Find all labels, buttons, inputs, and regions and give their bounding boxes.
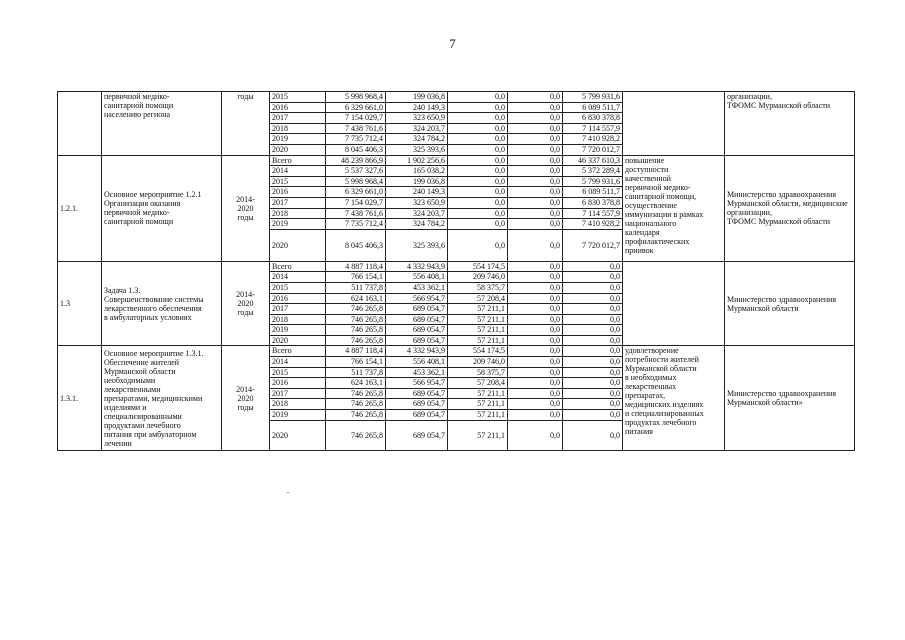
item-indicator: удовлетворение потребности жителей Мурманской области в необходимых лекарственных препаратах, медицинских изделиях и специализированных продуктах лечебного питания [623,346,725,450]
item-name: первичной медико- санитарной помощи населению региона [102,92,222,156]
amount-cell: 6 830 378,8 [563,113,623,124]
amount-cell: 511 737,8 [326,282,386,293]
year-cell: Всего [270,155,326,166]
table-row [58,155,855,166]
amount-cell: 689 054,7 [386,304,448,315]
item-executor: Министерство здравоохранения Мурманской области [725,261,855,346]
amount-cell: 57 211,1 [448,420,508,450]
amount-cell: 7 114 557,9 [563,123,623,134]
item-indicator [623,92,725,156]
amount-cell: 0,0 [508,346,563,357]
year-cell: 2014 [270,166,326,177]
amount-cell: 689 054,7 [386,388,448,399]
amount-cell: 7 438 761,6 [326,208,386,219]
item-executor: Министерство здравоохранения Мурманской области, медицинские организации, ТФОМС Мурманской области [725,155,855,261]
amount-cell: 0,0 [563,420,623,450]
amount-cell: 0,0 [448,155,508,166]
year-cell: 2019 [270,219,326,230]
amount-cell: 57 211,1 [448,388,508,399]
amount-cell: 0,0 [508,420,563,450]
amount-cell: 0,0 [448,144,508,155]
amount-cell: 0,0 [448,166,508,177]
amount-cell: 689 054,7 [386,420,448,450]
amount-cell: 57 211,1 [448,410,508,421]
amount-cell: 6 329 661,0 [326,187,386,198]
amount-cell: 7 720 012,7 [563,144,623,155]
page-number: 7 [449,36,456,51]
amount-cell: 0,0 [563,367,623,378]
amount-cell: 0,0 [508,357,563,368]
amount-cell: 209 746,0 [448,357,508,368]
amount-cell: 0,0 [563,388,623,399]
amount-cell: 325 393,6 [386,144,448,155]
item-term: 2014- 2020 годы [222,261,270,346]
amount-cell: 0,0 [508,176,563,187]
amount-cell: 7 438 761,6 [326,123,386,134]
amount-cell: 0,0 [563,325,623,336]
amount-cell: 7 720 012,7 [563,229,623,261]
amount-cell: 0,0 [448,92,508,103]
amount-cell: 57 211,1 [448,314,508,325]
year-cell: 2018 [270,208,326,219]
amount-cell: 8 045 406,3 [326,144,386,155]
amount-cell: 554 174,5 [448,346,508,357]
amount-cell: 0,0 [508,378,563,389]
amount-cell: 0,0 [508,187,563,198]
amount-cell: 324 784,2 [386,134,448,145]
amount-cell: 7 735 712,4 [326,134,386,145]
amount-cell: 0,0 [508,155,563,166]
amount-cell: 0,0 [508,166,563,177]
year-cell: 2016 [270,187,326,198]
amount-cell: 240 149,3 [386,102,448,113]
table-row [58,261,855,272]
amount-cell: 0,0 [563,304,623,315]
year-cell: 2014 [270,357,326,368]
amount-cell: 57 211,1 [448,325,508,336]
amount-cell: 325 393,6 [386,229,448,261]
year-cell: 2020 [270,335,326,346]
amount-cell: 0,0 [508,102,563,113]
amount-cell: 0,0 [448,208,508,219]
amount-cell: 746 265,8 [326,335,386,346]
amount-cell: 57 211,1 [448,335,508,346]
amount-cell: 0,0 [563,314,623,325]
amount-cell: 0,0 [508,208,563,219]
amount-cell: 746 265,8 [326,388,386,399]
amount-cell: 0,0 [508,272,563,283]
amount-cell: 0,0 [508,229,563,261]
amount-cell: 746 265,8 [326,420,386,450]
amount-cell: 689 054,7 [386,410,448,421]
amount-cell: 0,0 [448,229,508,261]
amount-cell: 0,0 [448,102,508,113]
amount-cell: 0,0 [508,325,563,336]
amount-cell: 323 650,9 [386,197,448,208]
year-cell: 2018 [270,314,326,325]
amount-cell: 46 337 610,3 [563,155,623,166]
amount-cell: 0,0 [508,113,563,124]
year-cell: 2020 [270,229,326,261]
item-number: 1.3 [58,261,102,346]
item-executor: Министерство здравоохранения Мурманской области» [725,346,855,450]
item-name: Задача 1.3. Совершенствование системы лекарственного обеспечения в амбулаторных условиях [102,261,222,346]
amount-cell: 7 114 557,9 [563,208,623,219]
amount-cell: 4 332 943,9 [386,261,448,272]
amount-cell: 746 265,8 [326,325,386,336]
amount-cell: 566 954,7 [386,293,448,304]
amount-cell: 0,0 [563,346,623,357]
year-cell: 2019 [270,410,326,421]
amount-cell: 58 375,7 [448,367,508,378]
amount-cell: 57 208,4 [448,293,508,304]
year-cell: 2018 [270,123,326,134]
item-number: 1.2.1. [58,155,102,261]
item-name: Основное мероприятие 1.3.1. Обеспечение жителей Мурманской области необходимыми лекарственными препаратами, медицинскими изделиями и специализированными продуктами лечебного питания при амбулаторном лечении [102,346,222,450]
amount-cell: 0,0 [508,399,563,410]
item-number [58,92,102,156]
year-cell: 2017 [270,388,326,399]
amount-cell: 4 887 118,4 [326,346,386,357]
amount-cell: 57 211,1 [448,399,508,410]
amount-cell: 0,0 [508,144,563,155]
amount-cell: 6 089 511,7 [563,102,623,113]
year-cell: 2016 [270,293,326,304]
year-cell: 2016 [270,102,326,113]
amount-cell: 0,0 [508,335,563,346]
amount-cell: 746 265,8 [326,314,386,325]
amount-cell: 57 208,4 [448,378,508,389]
amount-cell: 58 375,7 [448,282,508,293]
amount-cell: 57 211,1 [448,304,508,315]
amount-cell: 689 054,7 [386,335,448,346]
amount-cell: 0,0 [508,282,563,293]
year-cell: 2017 [270,304,326,315]
amount-cell: 0,0 [563,378,623,389]
amount-cell: 554 174,5 [448,261,508,272]
year-cell: 2016 [270,378,326,389]
amount-cell: 453 362,1 [386,367,448,378]
amount-cell: 0,0 [448,176,508,187]
amount-cell: 746 265,8 [326,410,386,421]
year-cell: 2020 [270,420,326,450]
amount-cell: 0,0 [563,357,623,368]
amount-cell: 6 089 511,7 [563,187,623,198]
amount-cell: 0,0 [563,261,623,272]
amount-cell: 0,0 [508,314,563,325]
amount-cell: 453 362,1 [386,282,448,293]
program-table [57,91,855,451]
amount-cell: 0,0 [563,282,623,293]
item-indicator [623,261,725,346]
item-name: Основное мероприятие 1.2.1 Организация оказания первичной медико- санитарной помощи [102,155,222,261]
amount-cell: 323 650,9 [386,113,448,124]
year-cell: 2019 [270,325,326,336]
item-term: 2014- 2020 годы [222,155,270,261]
amount-cell: 8 045 406,3 [326,229,386,261]
amount-cell: 766 154,1 [326,357,386,368]
table-row [58,346,855,357]
amount-cell: 689 054,7 [386,325,448,336]
year-cell: 2019 [270,134,326,145]
amount-cell: 0,0 [508,123,563,134]
amount-cell: 165 038,2 [386,166,448,177]
year-cell: 2015 [270,92,326,103]
amount-cell: 199 036,8 [386,176,448,187]
amount-cell: 0,0 [508,410,563,421]
amount-cell: 5 998 968,4 [326,92,386,103]
table-row [58,92,855,103]
amount-cell: 7 735 712,4 [326,219,386,230]
amount-cell: 0,0 [448,219,508,230]
year-cell: 2017 [270,197,326,208]
amount-cell: 0,0 [508,197,563,208]
amount-cell: 624 163,1 [326,378,386,389]
amount-cell: 766 154,1 [326,272,386,283]
year-cell: 2017 [270,113,326,124]
year-cell: 2015 [270,367,326,378]
amount-cell: 5 372 289,4 [563,166,623,177]
amount-cell: 1 902 256,6 [386,155,448,166]
year-cell: 2015 [270,282,326,293]
amount-cell: 556 408,1 [386,357,448,368]
amount-cell: 0,0 [448,134,508,145]
amount-cell: 0,0 [508,134,563,145]
amount-cell: 0,0 [508,293,563,304]
amount-cell: 324 784,2 [386,219,448,230]
year-cell: 2018 [270,399,326,410]
amount-cell: 48 239 866,9 [326,155,386,166]
amount-cell: 746 265,8 [326,304,386,315]
amount-cell: 0,0 [563,272,623,283]
amount-cell: 0,0 [508,388,563,399]
amount-cell: 5 998 968,4 [326,176,386,187]
amount-cell: 0,0 [448,113,508,124]
amount-cell: 689 054,7 [386,399,448,410]
amount-cell: 4 332 943,9 [386,346,448,357]
item-executor: организации, ТФОМС Мурманской области [725,92,855,156]
amount-cell: 7 410 928,2 [563,219,623,230]
amount-cell: 324 203,7 [386,123,448,134]
amount-cell: 0,0 [508,92,563,103]
amount-cell: 7 154 029,7 [326,197,386,208]
amount-cell: 511 737,8 [326,367,386,378]
item-number: 1.3.1. [58,346,102,450]
amount-cell: 7 410 928,2 [563,134,623,145]
item-indicator: повышение доступности качественной первичной медико- санитарной помощи, осуществление иммунизации в рамках национального календаря профилактических приивок [623,155,725,261]
amount-cell: 624 163,1 [326,293,386,304]
amount-cell: 0,0 [563,399,623,410]
amount-cell: 0,0 [448,187,508,198]
amount-cell: 5 799 931,6 [563,92,623,103]
amount-cell: 6 830 378,8 [563,197,623,208]
year-cell: 2015 [270,176,326,187]
amount-cell: 240 149,3 [386,187,448,198]
amount-cell: 0,0 [563,335,623,346]
item-term: годы [222,92,270,156]
amount-cell: 0,0 [508,261,563,272]
amount-cell: 0,0 [448,197,508,208]
amount-cell: 7 154 029,7 [326,113,386,124]
amount-cell: 566 954,7 [386,378,448,389]
amount-cell: 4 887 118,4 [326,261,386,272]
amount-cell: 0,0 [563,410,623,421]
amount-cell: 689 054,7 [386,314,448,325]
amount-cell: 0,0 [508,219,563,230]
amount-cell: 209 746,0 [448,272,508,283]
amount-cell: 5 537 327,6 [326,166,386,177]
amount-cell: 5 799 931,6 [563,176,623,187]
year-cell: 2014 [270,272,326,283]
year-cell: 2020 [270,144,326,155]
year-cell: Всего [270,346,326,357]
amount-cell: 199 036,8 [386,92,448,103]
amount-cell: 0,0 [448,123,508,134]
amount-cell: 0,0 [563,293,623,304]
amount-cell: 6 329 661,0 [326,102,386,113]
amount-cell: 0,0 [508,304,563,315]
amount-cell: 746 265,8 [326,399,386,410]
year-cell: Всего [270,261,326,272]
amount-cell: 0,0 [508,367,563,378]
item-term: 2014- 2020 годы [222,346,270,450]
amount-cell: 556 408,1 [386,272,448,283]
amount-cell: 324 203,7 [386,208,448,219]
scan-speck [287,492,289,493]
